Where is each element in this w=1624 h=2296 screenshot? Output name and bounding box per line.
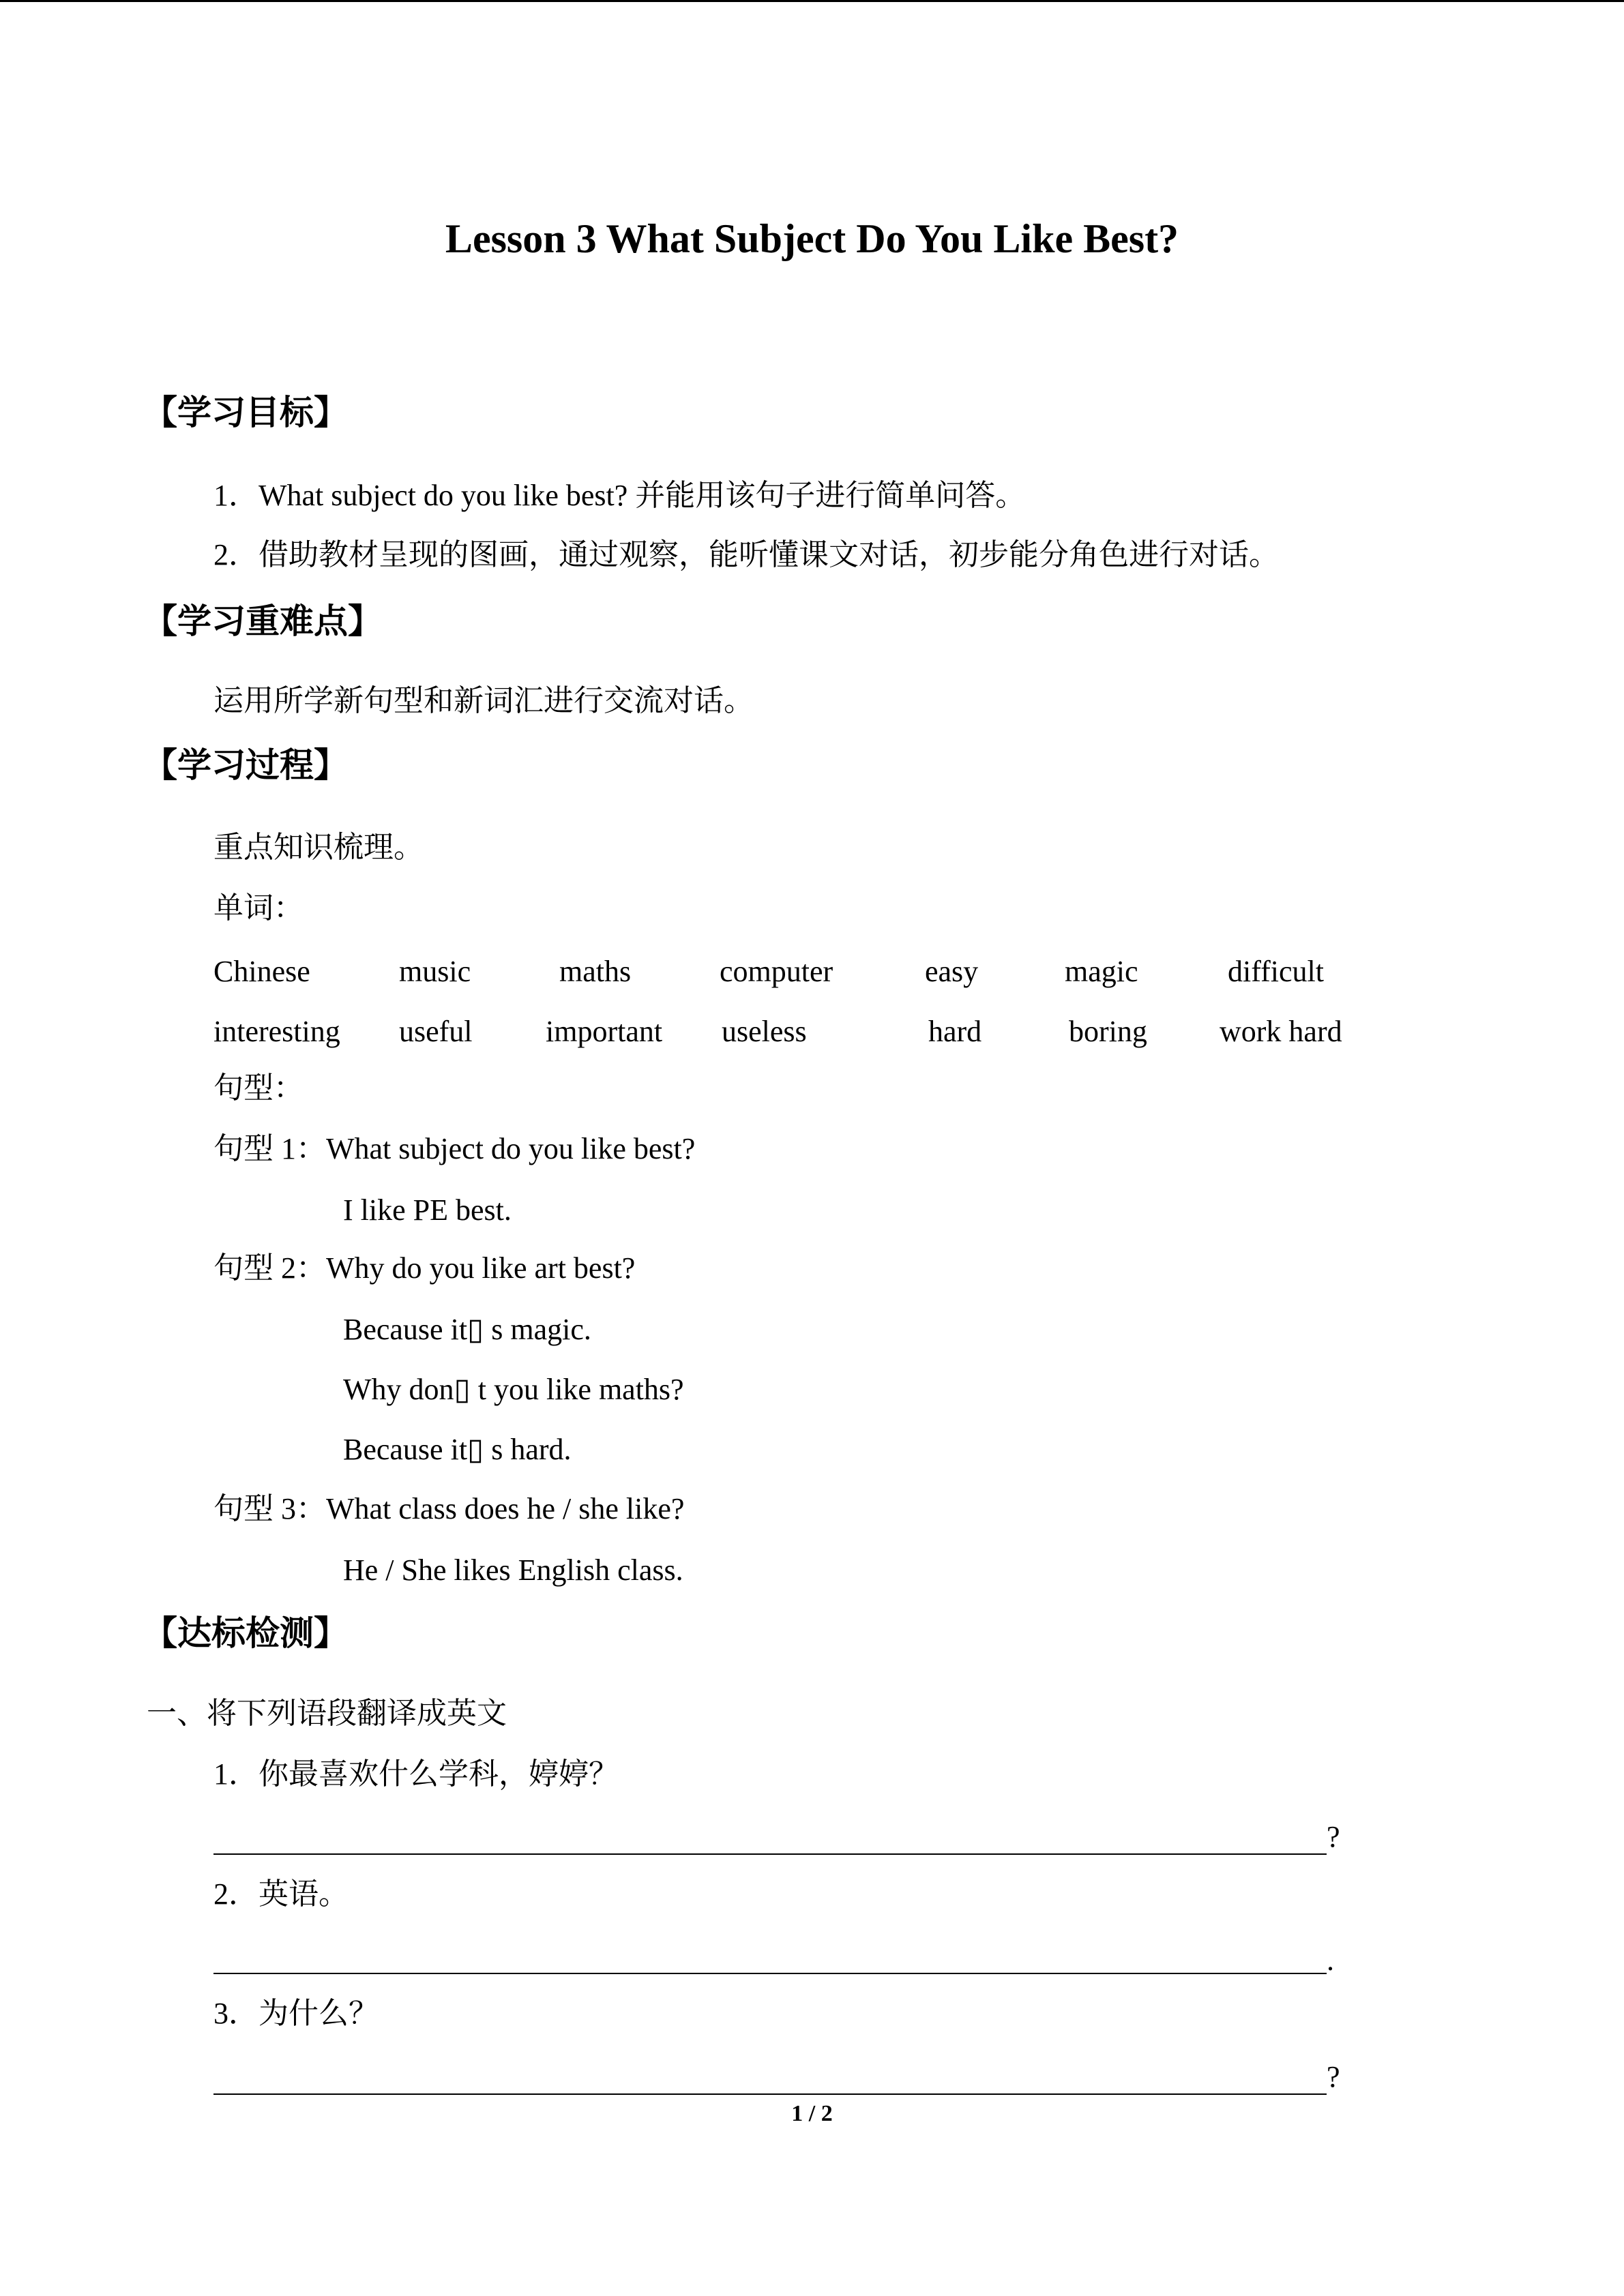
- vocab-word: hard: [928, 1015, 982, 1048]
- process-intro: 重点知识梳理。: [213, 831, 424, 864]
- patterns-label: 句型：: [213, 1071, 304, 1105]
- section-heading-test: 【达标检测】: [143, 1613, 348, 1653]
- document-title: Lesson 3 What Subject Do You Like Best?: [445, 216, 1179, 261]
- objective-item-1: 1．What subject do you like best? 并能用该句子进行简单问答。: [213, 479, 1026, 512]
- pattern-2-line: Because it▯ s hard.: [343, 1433, 572, 1466]
- question-1-prompt: 1．你最喜欢什么学科，婷婷？: [213, 1757, 619, 1791]
- answer-end-mark-2: .: [1327, 1943, 1334, 1977]
- words-label: 单词：: [213, 891, 304, 925]
- pattern-1-label: 句型 1：What subject do you like best?: [213, 1132, 696, 1165]
- section-heading-process: 【学习过程】: [143, 745, 348, 785]
- pattern-3-line: He / She likes English class.: [343, 1553, 683, 1587]
- pattern-3-label: 句型 3：What class does he / she like?: [213, 1492, 685, 1525]
- vocab-word: useless: [722, 1015, 807, 1048]
- answer-line-2[interactable]: [213, 1973, 1327, 1974]
- vocab-word: boring: [1069, 1015, 1147, 1048]
- page-top-border: [0, 0, 1624, 2]
- vocab-word: magic: [1065, 955, 1138, 988]
- answer-end-mark-1: ?: [1327, 1820, 1340, 1853]
- pattern-2-line: Why don▯ t you like maths?: [343, 1373, 684, 1406]
- vocab-word: easy: [925, 955, 979, 988]
- section-heading-objectives: 【学习目标】: [143, 393, 348, 432]
- test-part1-title: 一、将下列语段翻译成英文: [147, 1697, 507, 1730]
- section-heading-key-points: 【学习重难点】: [143, 601, 382, 641]
- vocab-word: interesting: [213, 1015, 340, 1048]
- vocab-word: maths: [559, 955, 632, 988]
- pattern-2-line: Because it▯ s magic.: [343, 1313, 591, 1346]
- answer-line-3[interactable]: [213, 2093, 1327, 2095]
- vocab-word: difficult: [1228, 955, 1324, 988]
- vocab-word: work hard: [1220, 1015, 1342, 1048]
- vocab-word: important: [546, 1015, 663, 1048]
- vocab-word: computer: [720, 955, 833, 988]
- question-3-prompt: 3．为什么？: [213, 1997, 379, 2030]
- page-number: 1 / 2: [791, 2101, 833, 2126]
- answer-line-1[interactable]: [213, 1853, 1327, 1855]
- question-2-prompt: 2．英语。: [213, 1877, 349, 1911]
- vocab-word: Chinese: [213, 955, 310, 988]
- pattern-1-line: I like PE best.: [343, 1193, 512, 1227]
- pattern-2-label: 句型 2：Why do you like art best?: [213, 1251, 636, 1285]
- vocab-word: useful: [399, 1015, 473, 1048]
- answer-end-mark-3: ?: [1327, 2060, 1340, 2093]
- key-points-text: 运用所学新句型和新词汇进行交流对话。: [213, 684, 754, 717]
- objective-item-2: 2．借助教材呈现的图画，通过观察，能听懂课文对话，初步能分角色进行对话。: [213, 538, 1279, 571]
- vocab-word: music: [399, 955, 471, 988]
